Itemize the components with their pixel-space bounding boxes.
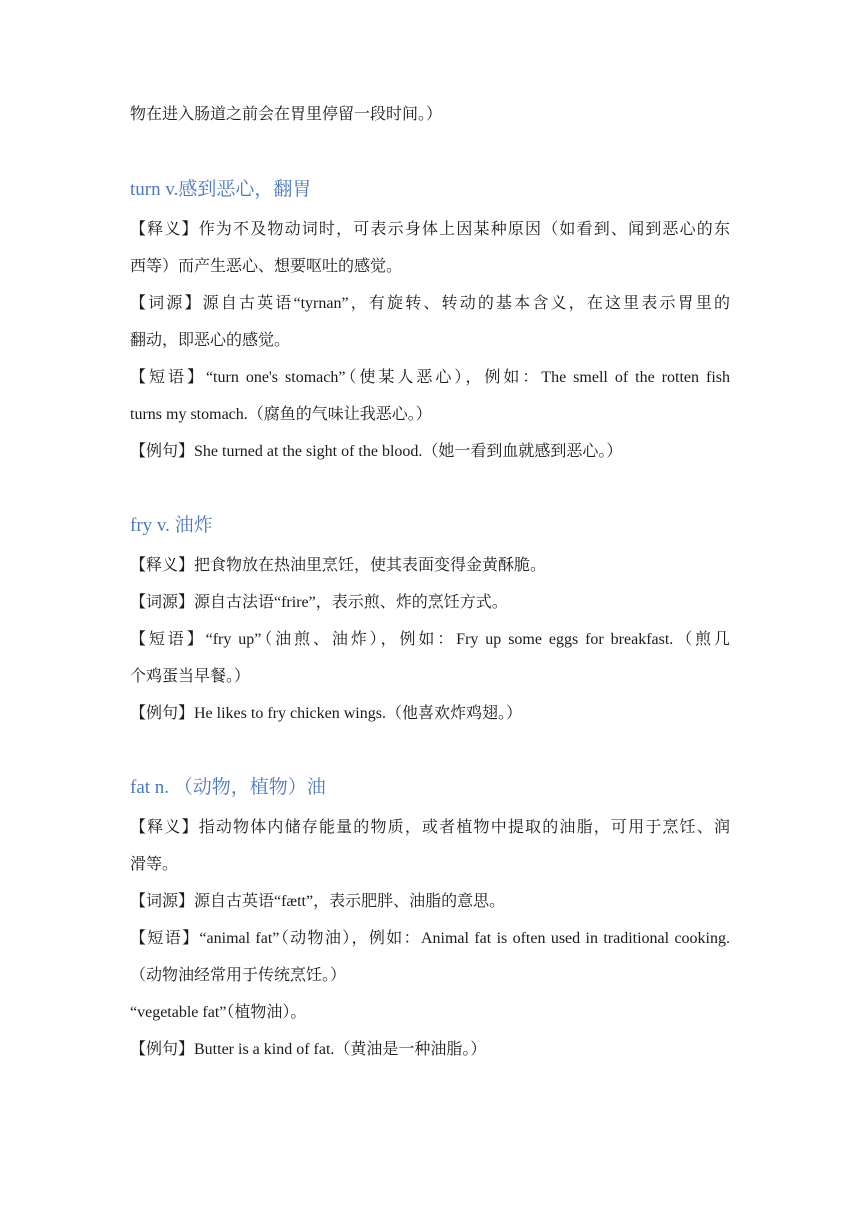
definition-line: 滑等。 <box>130 856 179 873</box>
intro-paragraph-tail: 物在进入肠道之前会在胃里停留一段时间。） <box>130 106 443 123</box>
entry-heading-fat: fat n. （动物，植物）油 <box>130 777 326 798</box>
etymology-line: 【词源】源自古法语“frire”，表示煎、炸的烹饪方式。 <box>130 594 508 611</box>
phrase-line: “vegetable fat”（植物油）。 <box>130 1004 307 1021</box>
phrase-line: 【短语】“fry up”（油煎、油炸），例如：Fry up some eggs for breakfast.（煎几 <box>130 631 730 648</box>
etymology-line: 翻动，即恶心的感觉。 <box>130 332 291 349</box>
definition-line: 【释义】指动物体内储存能量的物质，或者植物中提取的油脂，可用于烹饪、润 <box>130 819 730 836</box>
definition-line: 【释义】把食物放在热油里烹饪，使其表面变得金黄酥脆。 <box>130 557 547 574</box>
entry-heading-turn: turn v.感到恶心，翻胃 <box>130 179 312 200</box>
phrase-line: turns my stomach.（腐鱼的气味让我恶心。） <box>130 406 432 423</box>
phrase-line: 个鸡蛋当早餐。） <box>130 668 251 685</box>
definition-line: 【释义】作为不及物动词时，可表示身体上因某种原因（如看到、闻到恶心的东 <box>130 221 730 238</box>
example-line: 【例句】She turned at the sight of the blood.（她一看到血就感到恶心。） <box>130 443 623 460</box>
phrase-line: 【短语】“animal fat”（动物油），例如：Animal fat is often used in traditional cooking. <box>130 930 730 947</box>
phrase-line: 【短语】“turn one's stomach”（使某人恶心），例如：The smell of the rotten fish <box>130 369 730 386</box>
example-line: 【例句】He likes to fry chicken wings.（他喜欢炸鸡翅。） <box>130 705 522 722</box>
etymology-line: 【词源】源自古英语“tyrnan”，有旋转、转动的基本含义，在这里表示胃里的 <box>130 295 730 312</box>
etymology-line: 【词源】源自古英语“fætt”，表示肥胖、油脂的意思。 <box>130 893 506 910</box>
phrase-line: （动物油经常用于传统烹饪。） <box>130 967 347 984</box>
example-line: 【例句】Butter is a kind of fat.（黄油是一种油脂。） <box>130 1041 487 1058</box>
entry-heading-fry: fry v. 油炸 <box>130 515 213 536</box>
definition-line: 西等）而产生恶心、想要呕吐的感觉。 <box>130 258 403 275</box>
